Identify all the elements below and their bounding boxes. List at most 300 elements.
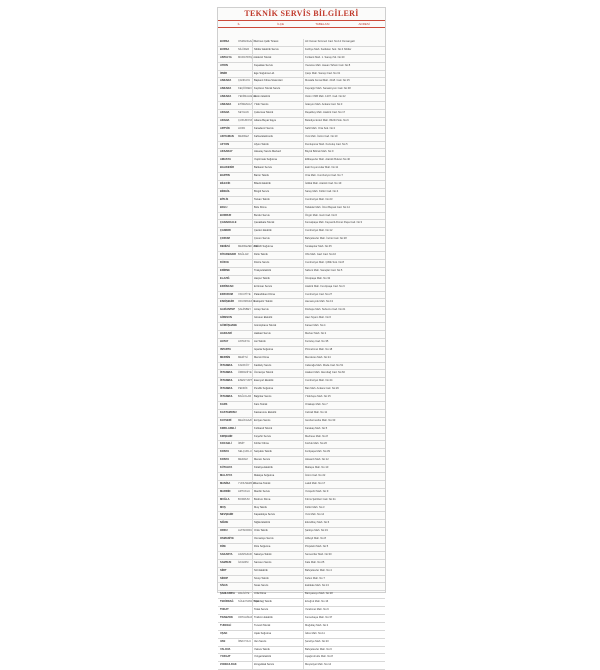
table-cell: Meşrutiyet Mah. No:14: [303, 662, 385, 669]
table-cell: Esenyurt Elektrik: [252, 378, 303, 385]
table-cell: PENDİK: [238, 387, 248, 391]
table-cell: Dicle Teknik: [252, 252, 303, 259]
table-cell: Efendibey Mah. No:6: [303, 520, 385, 527]
table-cell: İSTANBUL: [220, 371, 233, 375]
table-cell: Nilüfer Elektrik Servis: [252, 47, 303, 54]
table-cell: Bahçelievler Mah. No:6: [303, 647, 385, 654]
table-row: [218, 583, 385, 591]
table-cell: [238, 583, 252, 590]
table-cell: Yeni Mah. İnönü Cad. No:10: [303, 134, 385, 141]
table-row: [218, 576, 385, 584]
table-cell: Kastamonu Elektrik: [252, 410, 303, 417]
table-cell: [238, 236, 252, 243]
table-cell: İPEKYOLU: [238, 639, 251, 643]
sheet-header-row: [218, 21, 385, 28]
table-cell: ALTINORDU: [238, 529, 253, 533]
table-cell: [238, 323, 252, 330]
table-cell: İSTANBUL: [220, 379, 233, 383]
table-cell: Samsun Servis: [252, 560, 303, 567]
table-cell: TRABZON: [220, 616, 233, 620]
table-cell: KEÇİÖREN: [238, 87, 252, 91]
table-cell: Giresun Elektrik: [252, 315, 303, 322]
table-cell: [238, 189, 252, 196]
table-cell: BAĞLAR: [238, 253, 249, 257]
table-row: [218, 662, 385, 670]
table-cell: Keçiören Teknik Servis: [252, 86, 303, 93]
table-cell: Mersin Klima: [252, 355, 303, 362]
table-cell: Asi Teknik: [252, 339, 303, 346]
table-cell: KONYA: [220, 450, 230, 454]
table-row: [218, 418, 385, 426]
table-cell: Ortakapı Mah. No:7: [303, 402, 385, 409]
table-row: [218, 94, 385, 102]
table-cell: [238, 647, 252, 654]
table-cell: Bodrum Klima: [252, 497, 303, 504]
table-cell: KARS: [220, 402, 228, 406]
table-row: [218, 323, 385, 331]
table-row: [218, 252, 385, 260]
table-cell: Malatya Soğutma: [252, 473, 303, 480]
table-cell: Trakya Elektrik: [252, 268, 303, 275]
table-cell: Ali Osman Sönmez Cad. No:12 Osmangazi: [303, 39, 385, 46]
table-cell: Dumlupınar Mah. Kurtuluş Cad. No:5: [303, 142, 385, 149]
table-cell: ELAZIĞ: [220, 276, 230, 280]
table-cell: İSTANBUL: [220, 363, 233, 367]
table-row: [218, 410, 385, 418]
table-cell: Cumhuriyet Mah. Çiftlik Sok. No:8: [303, 260, 385, 267]
table-cell: Mustafa Kemal Mah. 2118. Cad. No:15: [303, 78, 385, 85]
table-cell: [238, 654, 252, 661]
table-cell: Menderes Mah. No:24: [303, 355, 385, 362]
table-cell: Atakent Mah. Alemdağ Cad. No:60: [303, 370, 385, 377]
table-cell: [238, 284, 252, 291]
table-cell: BALIKESİR: [220, 166, 234, 170]
table-row: [218, 386, 385, 394]
table-cell: KONYA: [220, 458, 230, 462]
table-row: [218, 347, 385, 355]
table-row: [218, 228, 385, 236]
table-row: [218, 457, 385, 465]
table-cell: Yozgat Elektrik: [252, 654, 303, 661]
table-cell: TEKİRDAĞ: [220, 600, 234, 604]
table-cell: Hacı Siyam Mah. No:6: [303, 315, 385, 322]
table-cell: AFYON: [220, 142, 230, 146]
table-cell: Büyük Bölcek Mah. No:9: [303, 149, 385, 156]
table-row: [218, 268, 385, 276]
table-row: [218, 126, 385, 134]
table-row: [218, 236, 385, 244]
table-cell: BURDUR: [220, 213, 232, 217]
table-cell: YALOVA: [220, 647, 231, 651]
table-cell: ODUNPAZARI: [238, 300, 255, 304]
table-cell: ÇUKUROVA: [238, 118, 253, 122]
table-cell: KOCAELİ: [220, 442, 232, 446]
table-cell: Antep Servis: [252, 307, 303, 314]
table-cell: BİLECİK: [220, 182, 231, 186]
table-row: [218, 276, 385, 284]
table-cell: ÇANKAYA: [238, 79, 251, 83]
table-row: [218, 63, 385, 71]
table-cell: [238, 220, 252, 227]
header-cell: TABELASI: [315, 22, 330, 26]
table-cell: ADANA: [220, 111, 230, 115]
table-cell: Cumhuriyet Mah. No:12: [303, 228, 385, 235]
table-cell: ANKARA: [220, 95, 232, 99]
table-row: [218, 165, 385, 173]
table-cell: Ofis Mah. Gazi Cad. No:16: [303, 252, 385, 259]
table-cell: DİYARBAKIR: [220, 253, 237, 257]
table-cell: Pendik Soğutma: [252, 386, 303, 393]
table-cell: Belediye Evleri Mah. 84244 Sok. No:6: [303, 118, 385, 125]
table-cell: ÇANAKKALE: [220, 221, 237, 225]
table-cell: Kars Teknik: [252, 402, 303, 409]
table-cell: BİNGÖL: [220, 189, 231, 193]
table-cell: HAKKARİ: [220, 331, 232, 335]
table-cell: SİVAS: [220, 584, 228, 588]
table-cell: OSMANİYE: [220, 537, 234, 541]
table-row: [218, 197, 385, 205]
table-cell: Bolu Klima: [252, 205, 303, 212]
table-row: [218, 220, 385, 228]
table-cell: İzzetpaşa Mah. No:32: [303, 276, 385, 283]
table-row: [218, 544, 385, 552]
table-cell: Feritpaşa Mah. No:39: [303, 449, 385, 456]
table-cell: Erzincan Servis: [252, 284, 303, 291]
table-cell: BARTIN: [220, 174, 230, 178]
table-cell: KIRKLARELİ: [220, 426, 236, 430]
table-cell: BAĞCILAR: [238, 395, 252, 399]
table-cell: MERKEZ: [238, 134, 249, 138]
table-cell: İstiklal Mah. Atatürk Cad. No:19: [303, 181, 385, 188]
table-cell: ANKARA: [220, 87, 232, 91]
table-cell: MALATYA: [220, 473, 233, 477]
table-cell: Tekirdağ Teknik: [252, 599, 303, 606]
table-cell: Ümraniye Teknik: [252, 370, 303, 377]
table-cell: [238, 576, 252, 583]
table-row: [218, 639, 385, 647]
table-cell: Adana Beyaz Eşya: [252, 118, 303, 125]
table-cell: Kapadokya Servis: [252, 512, 303, 519]
table-cell: Yeşilırmak Soğutma: [252, 157, 303, 164]
table-cell: Kırşehir Servis: [252, 434, 303, 441]
table-cell: ERZURUM: [220, 292, 233, 296]
table-row: [218, 481, 385, 489]
table-cell: ESENYURT: [238, 379, 253, 383]
table-cell: HOPA: [238, 126, 246, 130]
table-cell: [238, 149, 252, 156]
table-cell: Cebrail Mah. No:11: [303, 410, 385, 417]
table-cell: [238, 181, 252, 188]
table-cell: Şarkiye Mah. No:19: [303, 528, 385, 535]
table-cell: [238, 426, 252, 433]
table-cell: ÇANKIRI: [220, 229, 231, 233]
table-cell: Gümüşhane Teknik: [252, 323, 303, 330]
table-cell: BODRUM: [238, 497, 250, 501]
table-cell: Urfa Klima: [252, 591, 303, 598]
table-cell: ISPARTA: [220, 347, 231, 351]
table-cell: Karakaş Mah. No:5: [303, 426, 385, 433]
header-cell: ADRESİ: [358, 22, 370, 26]
table-row: [218, 520, 385, 528]
table-cell: KADIKÖY: [238, 363, 250, 367]
table-cell: Bamyasuyu Mah. No:28: [303, 591, 385, 598]
table-cell: [238, 63, 252, 70]
table-cell: GİRESUN: [220, 316, 232, 320]
table-cell: İslice Mah. No:11: [303, 631, 385, 638]
table-row: [218, 284, 385, 292]
table-cell: [238, 347, 252, 354]
table-cell: Mehmet Çelik Ticaret: [252, 39, 303, 46]
table-cell: Aşağınohutlu Mah. No:8: [303, 654, 385, 661]
table-cell: Yıldıztepe Mah. No:15: [303, 394, 385, 401]
table-row: [218, 181, 385, 189]
service-table: [218, 39, 385, 670]
table-row: [218, 505, 385, 513]
table-cell: Kuşadası Servis: [252, 63, 303, 70]
table-cell: Başkent Klima Sistemleri: [252, 78, 303, 85]
table-row: [218, 552, 385, 560]
table-cell: [238, 157, 252, 164]
table-cell: Çanakkale Teknik: [252, 220, 303, 227]
table-row: [218, 260, 385, 268]
table-cell: Kahta Elektronik: [252, 134, 303, 141]
table-cell: YOZGAT: [220, 655, 231, 659]
table-cell: İstasyon Mah. Ankara Cad. No:3: [303, 102, 385, 109]
table-cell: Eskişehir Teknik: [252, 299, 303, 306]
table-cell: Trabzon Elektrik: [252, 615, 303, 622]
table-cell: [238, 505, 252, 512]
table-cell: ADIYAMAN: [220, 134, 234, 138]
table-row: [218, 244, 385, 252]
table-row: [218, 55, 385, 63]
table-row: [218, 355, 385, 363]
table-cell: Erciyes Servis: [252, 418, 303, 425]
table-cell: [238, 260, 252, 267]
table-row: [218, 441, 385, 449]
table-cell: Van Servis: [252, 639, 303, 646]
table-cell: SEYHAN: [238, 111, 249, 115]
table-cell: BURSA: [220, 40, 230, 43]
table-row: [218, 363, 385, 371]
table-cell: KASTAMONU: [220, 410, 237, 414]
table-row: [218, 213, 385, 221]
table-cell: Niğde Elektrik: [252, 520, 303, 527]
table-cell: Bahçelievler Mah. No:4: [303, 568, 385, 575]
table-cell: Meram Servis: [252, 457, 303, 464]
table-cell: Kıbrıs Şehitleri Cad. No:41: [303, 497, 385, 504]
table-cell: Sahil Mah. Orta Sok. No:2: [303, 126, 385, 133]
table-row: [218, 497, 385, 505]
table-cell: Akdeniz Teknik: [252, 55, 303, 62]
table-cell: MERSİN: [220, 355, 231, 359]
table-cell: Sabuni Mah. Saraçlar Cad. No:5: [303, 268, 385, 275]
table-row: [218, 434, 385, 442]
table-cell: Ellibeşevler Mah. Atatürk Bulvarı No:40: [303, 157, 385, 164]
table-cell: Kadıköy Servis: [252, 363, 303, 370]
table-cell: Cumhuriyet Mah. No:23: [303, 197, 385, 204]
table-cell: Balıkesir Servis: [252, 165, 303, 172]
table-row: [218, 378, 385, 386]
table-cell: MEZİTLİ: [238, 355, 248, 359]
table-cell: ZONGULDAK: [220, 663, 237, 667]
table-cell: İnönü Cad. No:22: [303, 473, 385, 480]
table-cell: Zonguldak Servis: [252, 662, 303, 669]
table-cell: Çankırı Elektrik: [252, 228, 303, 235]
table-cell: DÜZCE: [220, 260, 229, 264]
table-cell: MERKEZEFENDİ: [238, 245, 259, 249]
table-cell: Eskikale Mah. No:13: [303, 583, 385, 590]
table-cell: Karadeniz Servis: [252, 126, 303, 133]
table-cell: İZMİT: [238, 442, 245, 446]
table-row: [218, 102, 385, 110]
table-cell: [238, 473, 252, 480]
table-cell: Ertuğrul Mah. No:16: [303, 599, 385, 606]
table-row: [218, 205, 385, 213]
table-cell: Körfez Klima: [252, 441, 303, 448]
table-cell: Yavansu Mah. Hasan Tahsin Cad. No:8: [303, 63, 385, 70]
table-cell: [238, 536, 252, 543]
table-cell: BOLU: [220, 205, 228, 209]
table-row: [218, 631, 385, 639]
table-cell: BURSA: [220, 47, 230, 51]
table-cell: OSMANGAZİ: [238, 40, 254, 43]
table-row: [218, 370, 385, 378]
table-cell: ANTAKYA: [238, 339, 250, 343]
table-cell: RİZE: [220, 545, 226, 548]
table-cell: Aksaray Servis Merkezi: [252, 149, 303, 156]
table-cell: Selçuklu Teknik: [252, 449, 303, 456]
table-cell: Moğultay Mah. No:2: [303, 623, 385, 630]
table-row: [218, 568, 385, 576]
table-cell: İLKADIM: [238, 560, 249, 564]
table-cell: [238, 544, 252, 551]
table-cell: YUNUSEMRE: [238, 481, 255, 485]
table-cell: Caferağa Mah. Moda Cad. No:51: [303, 363, 385, 370]
table-cell: Sırakapılar Mah. No:45: [303, 244, 385, 251]
table-cell: Kemerkaya Mah. No:37: [303, 615, 385, 622]
table-cell: Kurtuluş Cad. No:35: [303, 339, 385, 346]
table-cell: GAZİANTEP: [220, 308, 235, 312]
table-cell: Düzce Servis: [252, 260, 303, 267]
table-cell: [238, 268, 252, 275]
table-cell: [238, 71, 252, 78]
table-cell: ANTALYA: [220, 55, 232, 59]
table-cell: Merkez Mah. No:2: [303, 331, 385, 338]
table-cell: ARTVİN: [220, 126, 230, 130]
table-cell: Piriçelebi Mah. No:5: [303, 544, 385, 551]
table-cell: Osmaniye Servis: [252, 536, 303, 543]
table-cell: Manisa Teknik: [252, 481, 303, 488]
table-cell: ŞANLIURFA: [220, 592, 235, 596]
table-cell: [238, 276, 252, 283]
table-cell: Rize Soğutma: [252, 544, 303, 551]
table-cell: MARDİN: [220, 489, 231, 493]
table-cell: ÜMRANİYE: [238, 371, 252, 375]
table-cell: [238, 228, 252, 235]
table-cell: MELİKGAZİ: [238, 418, 252, 422]
table-row: [218, 615, 385, 623]
table-cell: Siirt Elektrik: [252, 568, 303, 575]
table-cell: Özgür Mah. Gazi Cad. No:6: [303, 213, 385, 220]
table-cell: Çorum Servis: [252, 236, 303, 243]
table-cell: Kuşcağız Mah. Sanatoryum Cad. No:48: [303, 86, 385, 93]
table-cell: BİTLİS: [220, 197, 229, 201]
table-cell: Pirimehmet Mah. No:18: [303, 347, 385, 354]
table-row: [218, 426, 385, 434]
table-row: [218, 307, 385, 315]
table-row: [218, 331, 385, 339]
table-cell: Ostim Elektrik: [252, 94, 303, 101]
table-cell: KAYSERİ: [220, 418, 232, 422]
table-row: [218, 118, 385, 126]
table-cell: Kırklareli Teknik: [252, 426, 303, 433]
table-cell: SELÇUKLU: [238, 450, 252, 454]
table-cell: Cumhuriyet Mah. No:44: [303, 378, 385, 385]
table-cell: HATAY: [220, 339, 229, 343]
table-cell: ADANA: [220, 118, 230, 122]
table-cell: [238, 197, 252, 204]
table-cell: Reşatbey Mah. Atatürk Cad. No:17: [303, 110, 385, 117]
table-cell: [238, 623, 252, 630]
table-cell: Bilecik Elektrik: [252, 181, 303, 188]
table-cell: İSTANBUL: [220, 387, 233, 391]
table-row: [218, 560, 385, 568]
header-cell: İL: [237, 22, 241, 26]
table-cell: TUNCELİ: [220, 623, 232, 627]
table-cell: Harput Teknik: [252, 276, 303, 283]
table-cell: ARTUKLU: [238, 489, 251, 493]
table-cell: Atatürk Mah. Fevzipaşa Cad. No:9: [303, 284, 385, 291]
table-row: [218, 489, 385, 497]
table-cell: SİİRT: [220, 568, 227, 572]
table-cell: MERAM: [238, 458, 248, 462]
table-cell: [238, 402, 252, 409]
table-cell: Fethiye Mah. Kardelen Sok. No:4 Nilüfer: [303, 47, 385, 54]
table-row: [218, 71, 385, 79]
service-info-sheet: [217, 7, 386, 667]
table-cell: Palandöken Klima: [252, 292, 303, 299]
table-cell: Yeni Mah. No:14: [303, 512, 385, 519]
table-cell: Sivas Servis: [252, 583, 303, 590]
table-cell: İZMİR: [220, 71, 228, 75]
table-cell: ANKARA: [220, 103, 232, 107]
table-cell: ERZİNCAN: [220, 284, 234, 288]
table-cell: Sakarya Teknik: [252, 552, 303, 559]
table-cell: Burdur Servis: [252, 213, 303, 220]
table-cell: ORTAHİSAR: [238, 616, 253, 620]
table-cell: [238, 410, 252, 417]
table-cell: Bahçelievler Mah. İnönü Cad. No:28: [303, 236, 385, 243]
table-cell: [238, 434, 252, 441]
table-cell: Uşak Soğutma: [252, 631, 303, 638]
table-cell: ESKİŞEHİR: [220, 300, 234, 304]
table-cell: Hamamyolu Mah. No:13: [303, 299, 385, 306]
table-row: [218, 299, 385, 307]
table-cell: İSTANBUL: [220, 395, 233, 399]
table-cell: Orta Mah. Cumhuriyet Cad. No:7: [303, 173, 385, 180]
table-cell: GÜMÜŞHANE: [220, 324, 238, 328]
table-cell: Çarşı Mah. Sanayi Cad. No:31: [303, 71, 385, 78]
table-cell: SAMSUN: [220, 560, 232, 564]
table-cell: Bartın Teknik: [252, 173, 303, 180]
table-row: [218, 599, 385, 607]
table-cell: NEVŞEHİR: [220, 513, 234, 517]
table-cell: Kütahya Elektrik: [252, 465, 303, 472]
table-cell: Tabaklar Mah. İzzet Baysal Cad. No:14: [303, 205, 385, 212]
table-cell: Hakkari Servis: [252, 331, 303, 338]
table-row: [218, 47, 385, 55]
table-cell: [238, 165, 252, 172]
